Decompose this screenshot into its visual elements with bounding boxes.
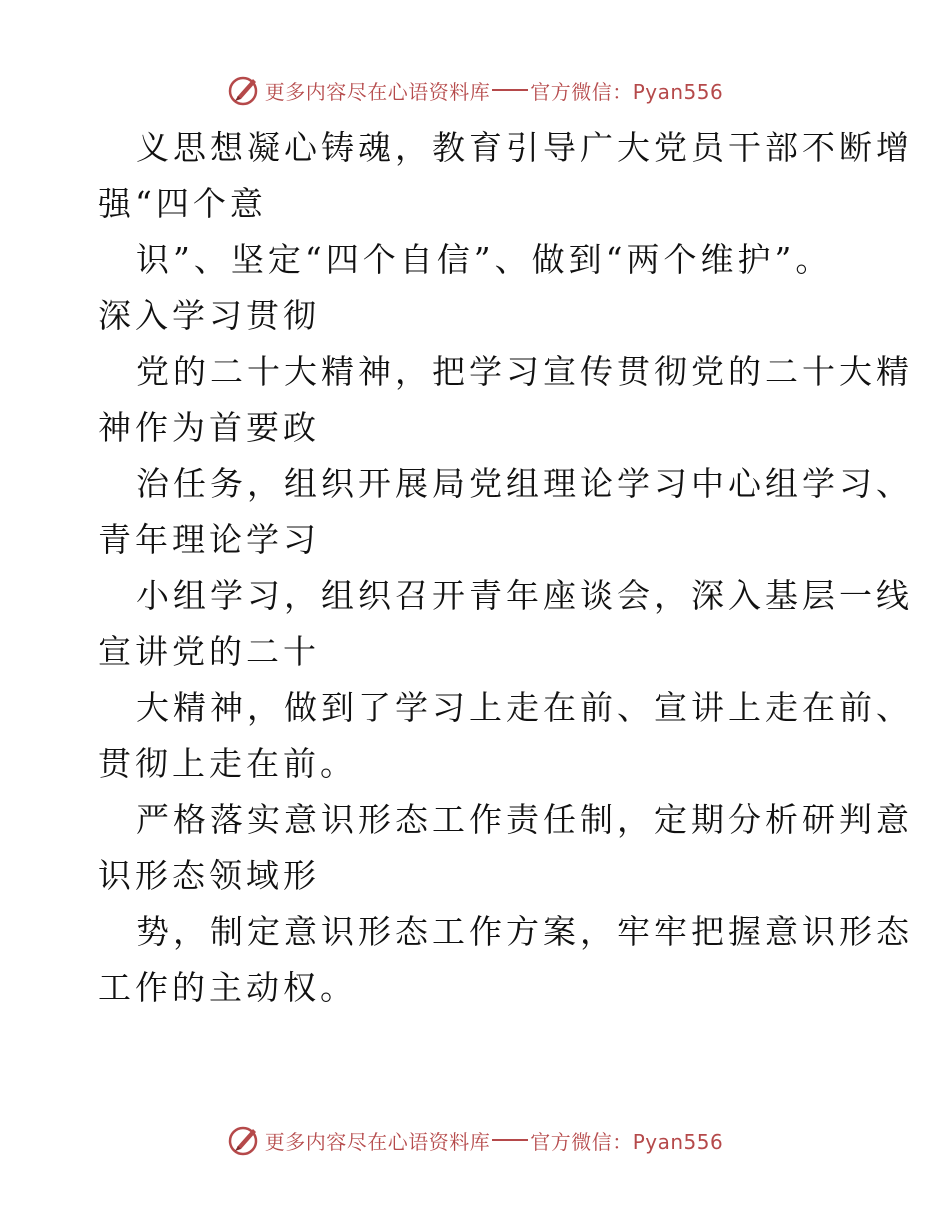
paragraph-line: 贯彻上走在前。 xyxy=(98,744,357,783)
document-body xyxy=(98,120,913,1016)
banner-dash xyxy=(492,1139,528,1141)
banner-main-text: 更多内容尽在心语资料库 xyxy=(264,79,491,104)
paragraph-line: 势，制定意识形态工作方案，牢牢把握意识形态 xyxy=(136,912,913,951)
paragraph-line: 宣讲党的二十 xyxy=(98,632,320,671)
quill-pen-logo-icon xyxy=(227,1123,261,1157)
paragraph-line: 大精神，做到了学习上走在前、宣讲上走在前、 xyxy=(136,688,913,727)
paragraph-line: 小组学习，组织召开青年座谈会，深入基层一线 xyxy=(136,576,913,615)
paragraph-line: 识”、坚定“四个自信”、做到“两个维护”。 xyxy=(136,240,833,279)
banner-contact-text: 官方微信：Pyan556 xyxy=(530,1129,724,1154)
paragraph-line: 工作的主动权。 xyxy=(98,968,357,1007)
paragraph-line: 治任务，组织开展局党组理论学习中心组学习、 xyxy=(136,464,913,503)
paragraph-line: 党的二十大精神，把学习宣传贯彻党的二十大精 xyxy=(136,352,913,391)
paragraph-line: 青年理论学习 xyxy=(98,520,320,559)
banner-contact-text: 官方微信：Pyan556 xyxy=(530,79,724,104)
footer-banner xyxy=(0,1120,950,1160)
paragraph-line: 义思想凝心铸魂，教育引导广大党员干部不断增 xyxy=(136,128,913,167)
banner-main-text: 更多内容尽在心语资料库 xyxy=(264,1129,491,1154)
quill-pen-logo-icon xyxy=(227,73,261,107)
banner-dash xyxy=(492,89,528,91)
paragraph-line: 强“四个意 xyxy=(98,184,267,223)
header-banner xyxy=(0,70,950,110)
paragraph-line: 严格落实意识形态工作责任制，定期分析研判意 xyxy=(136,800,913,839)
paragraph-line: 识形态领域形 xyxy=(98,856,320,895)
paragraph-line: 深入学习贯彻 xyxy=(98,296,320,335)
paragraph-line: 神作为首要政 xyxy=(98,408,320,447)
